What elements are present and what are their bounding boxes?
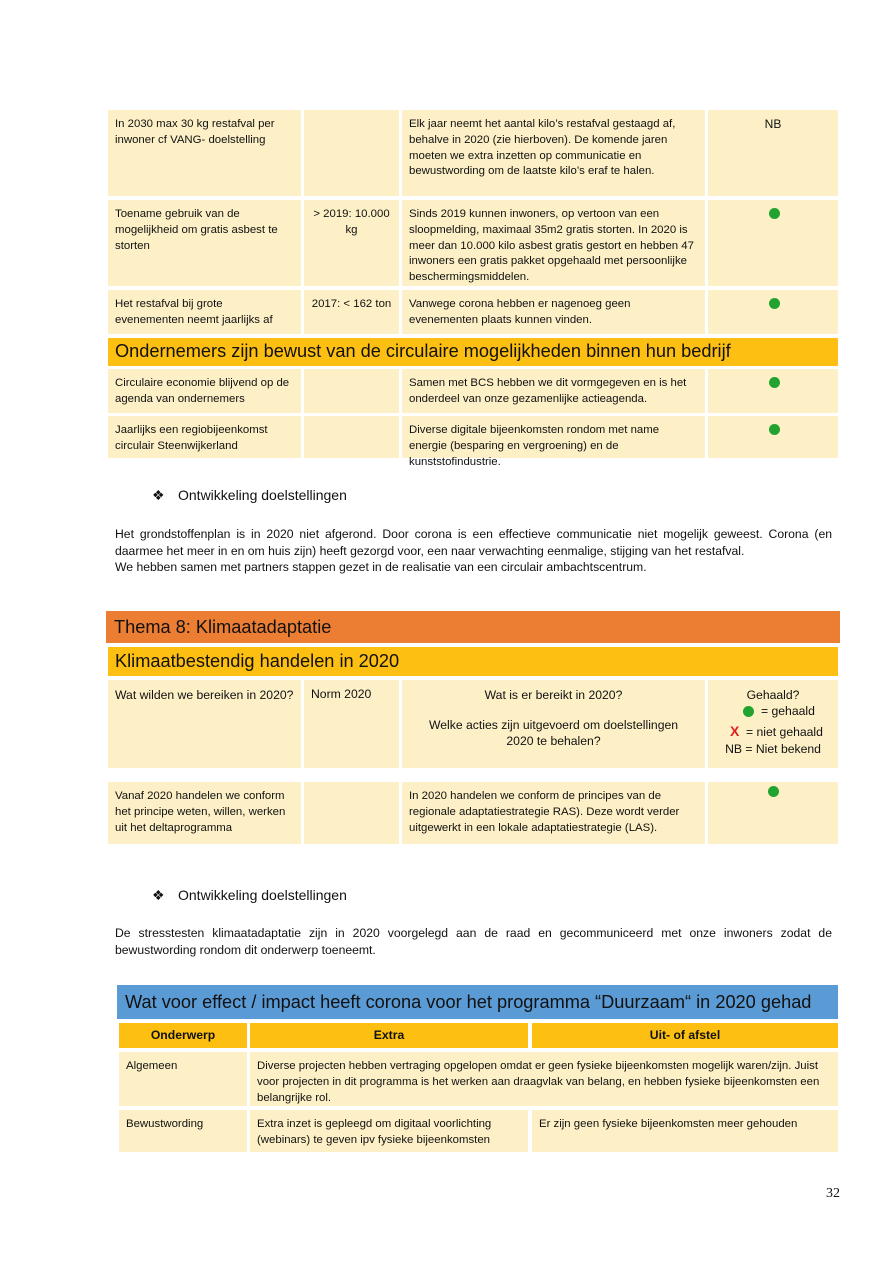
section-heading-text: Ontwikkeling doelstellingen <box>178 887 347 903</box>
section-heading <box>152 486 347 504</box>
column-header: Uit- of afstel <box>532 1023 838 1048</box>
status-cell <box>708 200 838 286</box>
header-goal: Wat wilden we bereiken in 2020? <box>108 680 301 768</box>
column-header: Extra <box>250 1023 528 1048</box>
header-norm: Norm 2020 <box>304 680 399 768</box>
goal-cell: Circulaire economie blijvend op de agenda van ondernemers <box>108 369 301 413</box>
norm-cell: 2017: < 162 ton <box>304 290 399 334</box>
page-number: 32 <box>826 1186 840 1201</box>
status-cell <box>708 782 838 844</box>
diamond-bullet-icon: ❖ <box>152 487 165 503</box>
header-result <box>402 680 705 768</box>
section-heading-text: Ontwikkeling doelstellingen <box>178 487 347 503</box>
goal-cell: In 2030 max 30 kg restafval per inwoner cf VANG- doelstelling <box>108 110 301 196</box>
norm-cell <box>304 782 399 844</box>
achieved-dot-icon <box>768 786 779 797</box>
status-cell: NB <box>708 110 838 196</box>
status-cell <box>708 416 838 458</box>
goal-cell: Toename gebruik van de mogelijkheid om gratis asbest te storten <box>108 200 301 286</box>
header-result-line: Welke acties zijn uitgevoerd om doelstellingen 2020 te behalen? <box>428 718 679 748</box>
paragraph-line: Het grondstoffenplan is in 2020 niet afgerond. Door corona is een effectieve communicatie niet mogelijk geweest. Corona (en daarmee het meer in en om huis zijn) heeft gezorgd voor, een naar verwachting eenmalige, stijging van het restafval. <box>115 527 832 558</box>
goal-cell: Jaarlijks een regiobijeenkomst circulair Steenwijkerland <box>108 416 301 458</box>
section-heading <box>152 886 347 904</box>
achieved-dot-icon <box>743 706 754 717</box>
legend-green-text: = gehaald <box>761 704 815 718</box>
achieved-dot-icon <box>769 377 780 388</box>
not-achieved-x-icon: X <box>730 723 740 739</box>
paragraph-line: We hebben samen met partners stappen gezet in de realisatie van een circulair ambachtscentrum. <box>115 560 647 574</box>
status-cell <box>708 290 838 334</box>
result-cell: Diverse digitale bijeenkomsten rondom met name energie (besparing en vergroening) en de kunststofindustrie. <box>402 416 705 458</box>
extra-cell: Diverse projecten hebben vertraging opgelopen omdat er geen fysieke bijeenkomsten mogelijk waren/zijn. Juist voor projecten in dit programma is het werken aan draagvlak van belang, en hebben fysieke bijeenkomsten een belangrijke rol. <box>250 1052 838 1106</box>
goal-cell: Het restafval bij grote evenementen neemt jaarlijks af <box>108 290 301 334</box>
theme-subtitle: Klimaatbestendig handelen in 2020 <box>108 647 838 676</box>
subject-cell: Algemeen <box>119 1052 247 1106</box>
result-cell: In 2020 handelen we conform de principes van de regionale adaptatiestrategie RAS). Deze wordt verder uitgewerkt in een lokale adaptatiestrategie (LAS). <box>402 782 705 844</box>
result-cell: Elk jaar neemt het aantal kilo’s restafval gestaagd af, behalve in 2020 (zie hierboven). De komende jaren moeten we extra inzetten op communicatie en bewustwording om de laatste kilo’s eraf te halen. <box>402 110 705 196</box>
paragraph <box>115 526 832 576</box>
goal-cell: Vanaf 2020 handelen we conform het principe weten, willen, werken uit het deltaprogramma <box>108 782 301 844</box>
theme-title: Thema 8: Klimaatadaptatie <box>106 611 840 643</box>
achieved-dot-icon <box>769 298 780 309</box>
status-cell <box>708 369 838 413</box>
legend-green <box>715 703 831 721</box>
extra-cell: Extra inzet is gepleegd om digitaal voorlichting (webinars) te geven ipv fysieke bijeenkomsten <box>250 1110 528 1152</box>
norm-cell <box>304 416 399 458</box>
achieved-dot-icon <box>769 424 780 435</box>
result-cell: Samen met BCS hebben we dit vormgegeven en is het onderdeel van onze gezamenlijke actieagenda. <box>402 369 705 413</box>
subject-cell: Bewustwording <box>119 1110 247 1152</box>
paragraph: De stresstesten klimaatadaptatie zijn in 2020 voorgelegd aan de raad en gecommuniceerd met onze inwoners zodat de bewustwording rondom dit onderwerp toeneemt. <box>115 926 832 957</box>
header-status-title: Gehaald? <box>746 688 800 702</box>
header-status <box>708 680 838 768</box>
norm-cell <box>304 110 399 196</box>
norm-cell: > 2019: 10.000 kg <box>304 200 399 286</box>
header-result-line: Wat is er bereikt in 2020? <box>484 688 623 702</box>
result-cell: Sinds 2019 kunnen inwoners, op vertoon van een sloopmelding, maximaal 35m2 gratis storten. In 2020 is meer dan 10.000 kilo asbest gratis gestort en hebben 47 inwoners een gratis pakket opgehaald met persoonlijke beschermingsmiddelen. <box>402 200 705 286</box>
legend-nb: NB = Niet bekend <box>725 742 821 756</box>
diamond-bullet-icon: ❖ <box>152 887 165 903</box>
legend-x-text: = niet gehaald <box>746 725 823 739</box>
column-header: Onderwerp <box>119 1023 247 1048</box>
cancel-cell: Er zijn geen fysieke bijeenkomsten meer gehouden <box>532 1110 838 1152</box>
impact-title: Wat voor effect / impact heeft corona voor het programma “Duurzaam“ in 2020 gehad <box>117 985 838 1019</box>
achieved-dot-icon <box>769 208 780 219</box>
section-banner: Ondernemers zijn bewust van de circulaire mogelijkheden binnen hun bedrijf <box>108 338 838 366</box>
result-cell: Vanwege corona hebben er nagenoeg geen evenementen plaats kunnen vinden. <box>402 290 705 334</box>
legend-x <box>715 723 831 741</box>
norm-cell <box>304 369 399 413</box>
